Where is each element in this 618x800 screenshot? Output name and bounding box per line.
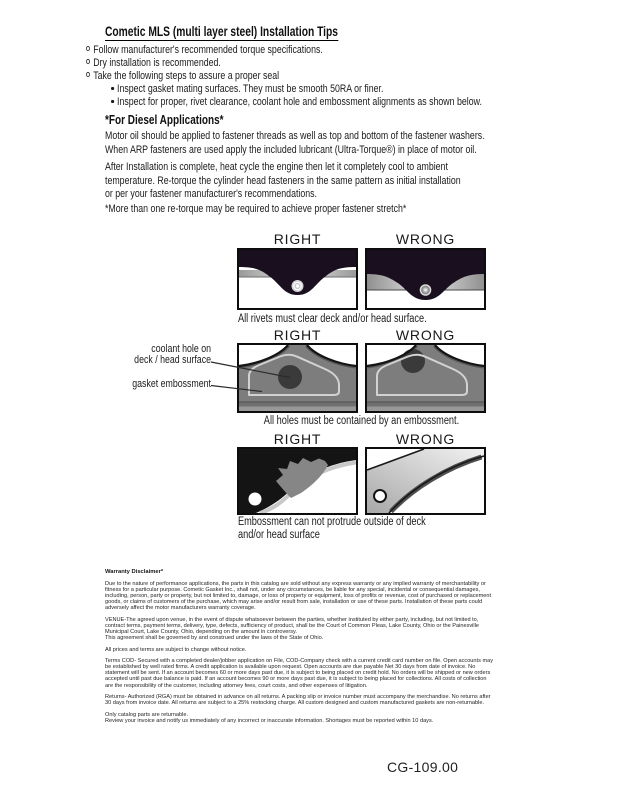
diesel-paragraph-1 — [105, 130, 485, 157]
bolt-hole-icon — [249, 493, 262, 506]
text-line: Terms COD- Secured with a completed dealer/jobber application on File, COD-Company check with a current credit card number on file. Open accounts may — [105, 658, 494, 665]
diagram-box-hole-wrong — [365, 343, 486, 413]
installation-tips-list — [86, 44, 323, 83]
warranty-heading: Warranty Disclaimer* — [105, 569, 164, 575]
text-line: or per your fastener manufacturer's recommendations. — [105, 188, 317, 200]
text-line: Follow manufacturer's recommended torque specifications. — [86, 44, 323, 57]
pair3-caption — [238, 516, 426, 541]
coolant-hole-incorrect-diagram — [367, 345, 484, 411]
text-line: Embossment can not protrude outside of deck — [238, 516, 426, 528]
text-line: are the responsibility of the customer, including attorney fees, court costs, and other expenses of litigation. — [105, 682, 368, 689]
text-line: and/or head surface — [238, 528, 320, 541]
text-line: statement will be sent. If an account becomes 60 or more days past due, it is subject to being placed on credit hold. No orders will be shipped or new orders — [105, 670, 491, 677]
embossment-correct-diagram — [239, 449, 356, 513]
text-line: adversely affect the motor manufacturers warranty coverage. — [105, 605, 256, 612]
pair3-right-label: RIGHT — [273, 431, 322, 447]
text-line: Due to the nature of performance applications, the parts in this catalog are sold without any express warranty or any implied warranty of merchantability or — [105, 580, 486, 587]
text-line: fitness for a particular purpose. Cometic Gasket Inc., shall not, under any circumstances, be liable for any special, incidental or consequential damages, — [105, 586, 480, 593]
coolant-hole-correct-diagram — [239, 345, 356, 411]
page-title: Cometic MLS (multi layer steel) Installation Tips — [105, 24, 338, 39]
bolt-hole-icon — [374, 490, 386, 502]
installation-tips-sublist — [111, 83, 482, 109]
text-line: accepted until past due balance is paid. If an account becomes 90 or more days past due, it is subject to being placed for collections. All costs of collection — [105, 676, 487, 683]
title-row — [105, 23, 412, 41]
warranty-section — [105, 569, 545, 729]
embossment-incorrect-diagram — [367, 449, 484, 513]
pair2-caption — [237, 415, 486, 428]
text-line: Take the following steps to assure a proper seal — [86, 70, 323, 83]
warranty-paragraph-prices — [105, 647, 545, 653]
pair2-right-label: RIGHT — [273, 327, 322, 343]
text-line: goods, or claims of customers of the purchase, which may arise and/or result from sale, installation or use of these parts. Installation of these parts could — [105, 598, 483, 605]
page-code: CG-109.00 — [387, 759, 459, 775]
text-line: including, person, party or property, but not limited to, damage, or loss of property or equipment, loss of profits or revenue, cost of purchased or replacement — [105, 592, 492, 599]
pair1-wrong-label: WRONG — [395, 231, 456, 247]
text-line: Municipal Court, Lake County, Ohio, depending on the amount in controversy. — [105, 628, 297, 635]
warranty-paragraph-returns — [105, 694, 545, 706]
text-line: 30 days from invoice date. All returns are subject to a 25% restocking charge. All custom designed and custom manufactured gaskets are non-returnable. — [105, 700, 485, 707]
coolant-hole-icon — [401, 349, 425, 373]
coolant-hole-icon — [278, 365, 302, 389]
warranty-paragraph-1 — [105, 581, 545, 611]
text-line: Only catalog parts are returnable. — [105, 711, 189, 718]
text-line: After Installation is complete, heat cycle the engine then let it completely cool to ambient — [105, 161, 448, 173]
warranty-paragraph-terms — [105, 658, 545, 688]
warranty-paragraph-catalog — [105, 712, 545, 724]
pair1-right-label: RIGHT — [273, 231, 322, 247]
pair2-wrong-label: WRONG — [395, 327, 456, 343]
text-line: All holes must be contained by an embossment. — [263, 415, 460, 427]
diagram-box-hole-right — [237, 343, 358, 413]
diagram-box-emboss-right — [237, 447, 358, 515]
gasket-embossment-label: gasket embossment — [132, 378, 211, 390]
text-line: be established by well rated firms. A credit application is available upon request. Open accounts are due payable Net 30 days from date of invoice. No — [105, 664, 476, 671]
text-line: VENUE-The agreed upon venue, in the event of dispute whatsoever between the parties, whether instituted by either party, including, but not limited to, — [105, 616, 479, 623]
text-line: contract terms, payment terms, delivery, type, defects, sufficiency of product, shall be the Court of Common Pleas, Lake County, Ohio or the Painesville — [105, 622, 480, 629]
text-line: This agreement shall be governed by and construed under the laws of the State of Ohio. — [105, 634, 324, 641]
pair1-caption — [238, 313, 427, 326]
text-line: Motor oil should be applied to fastener threads as well as top and bottom of the fastener washers. — [105, 130, 485, 142]
text-line: When ARP fasteners are used apply the included lubricant (Ultra-Torque®) in place of motor oil. — [105, 143, 477, 156]
text-line: Dry installation is recommended. — [86, 57, 323, 70]
coolant-hole-label-line1: coolant hole on — [151, 343, 211, 355]
rivet-incorrect-diagram — [367, 250, 484, 308]
pair3-wrong-label: WRONG — [395, 431, 456, 447]
diagram-box-rivet-right — [237, 248, 358, 310]
text-line: Review your invoice and notify us immediately of any incorrect or inaccurate information. Shortages must be reported within 10 days. — [105, 717, 434, 724]
diagram-box-emboss-wrong — [365, 447, 486, 515]
diagram-box-rivet-wrong — [365, 248, 486, 310]
diesel-paragraph-2 — [105, 161, 461, 202]
text-line: Inspect for proper, rivet clearance, coolant hole and embossment alignments as shown below. — [111, 96, 482, 109]
text-line: temperature. Re-torque the cylinder head fasteners in the same pattern as initial installation — [105, 174, 461, 187]
text-line: Returns- Authorized (RGA) must be obtained in advance on all returns. A packing slip or invoice number must accompany the merchandise. No returns after — [105, 694, 491, 701]
text-line: All prices and terms are subject to change without notice. — [105, 646, 247, 653]
warranty-paragraph-venue — [105, 617, 545, 641]
retorque-note: *More than one re-torque may be required to achieve proper fastener stretch* — [105, 203, 407, 215]
text-line: Inspect gasket mating surfaces. They must be smooth 50RA or finer. — [111, 83, 482, 96]
coolant-hole-label-line2: deck / head surface — [134, 354, 211, 366]
rivet-correct-diagram — [239, 250, 356, 308]
text-line: All rivets must clear deck and/or head surface. — [238, 313, 427, 325]
diesel-heading: *For Diesel Applications* — [105, 113, 224, 127]
